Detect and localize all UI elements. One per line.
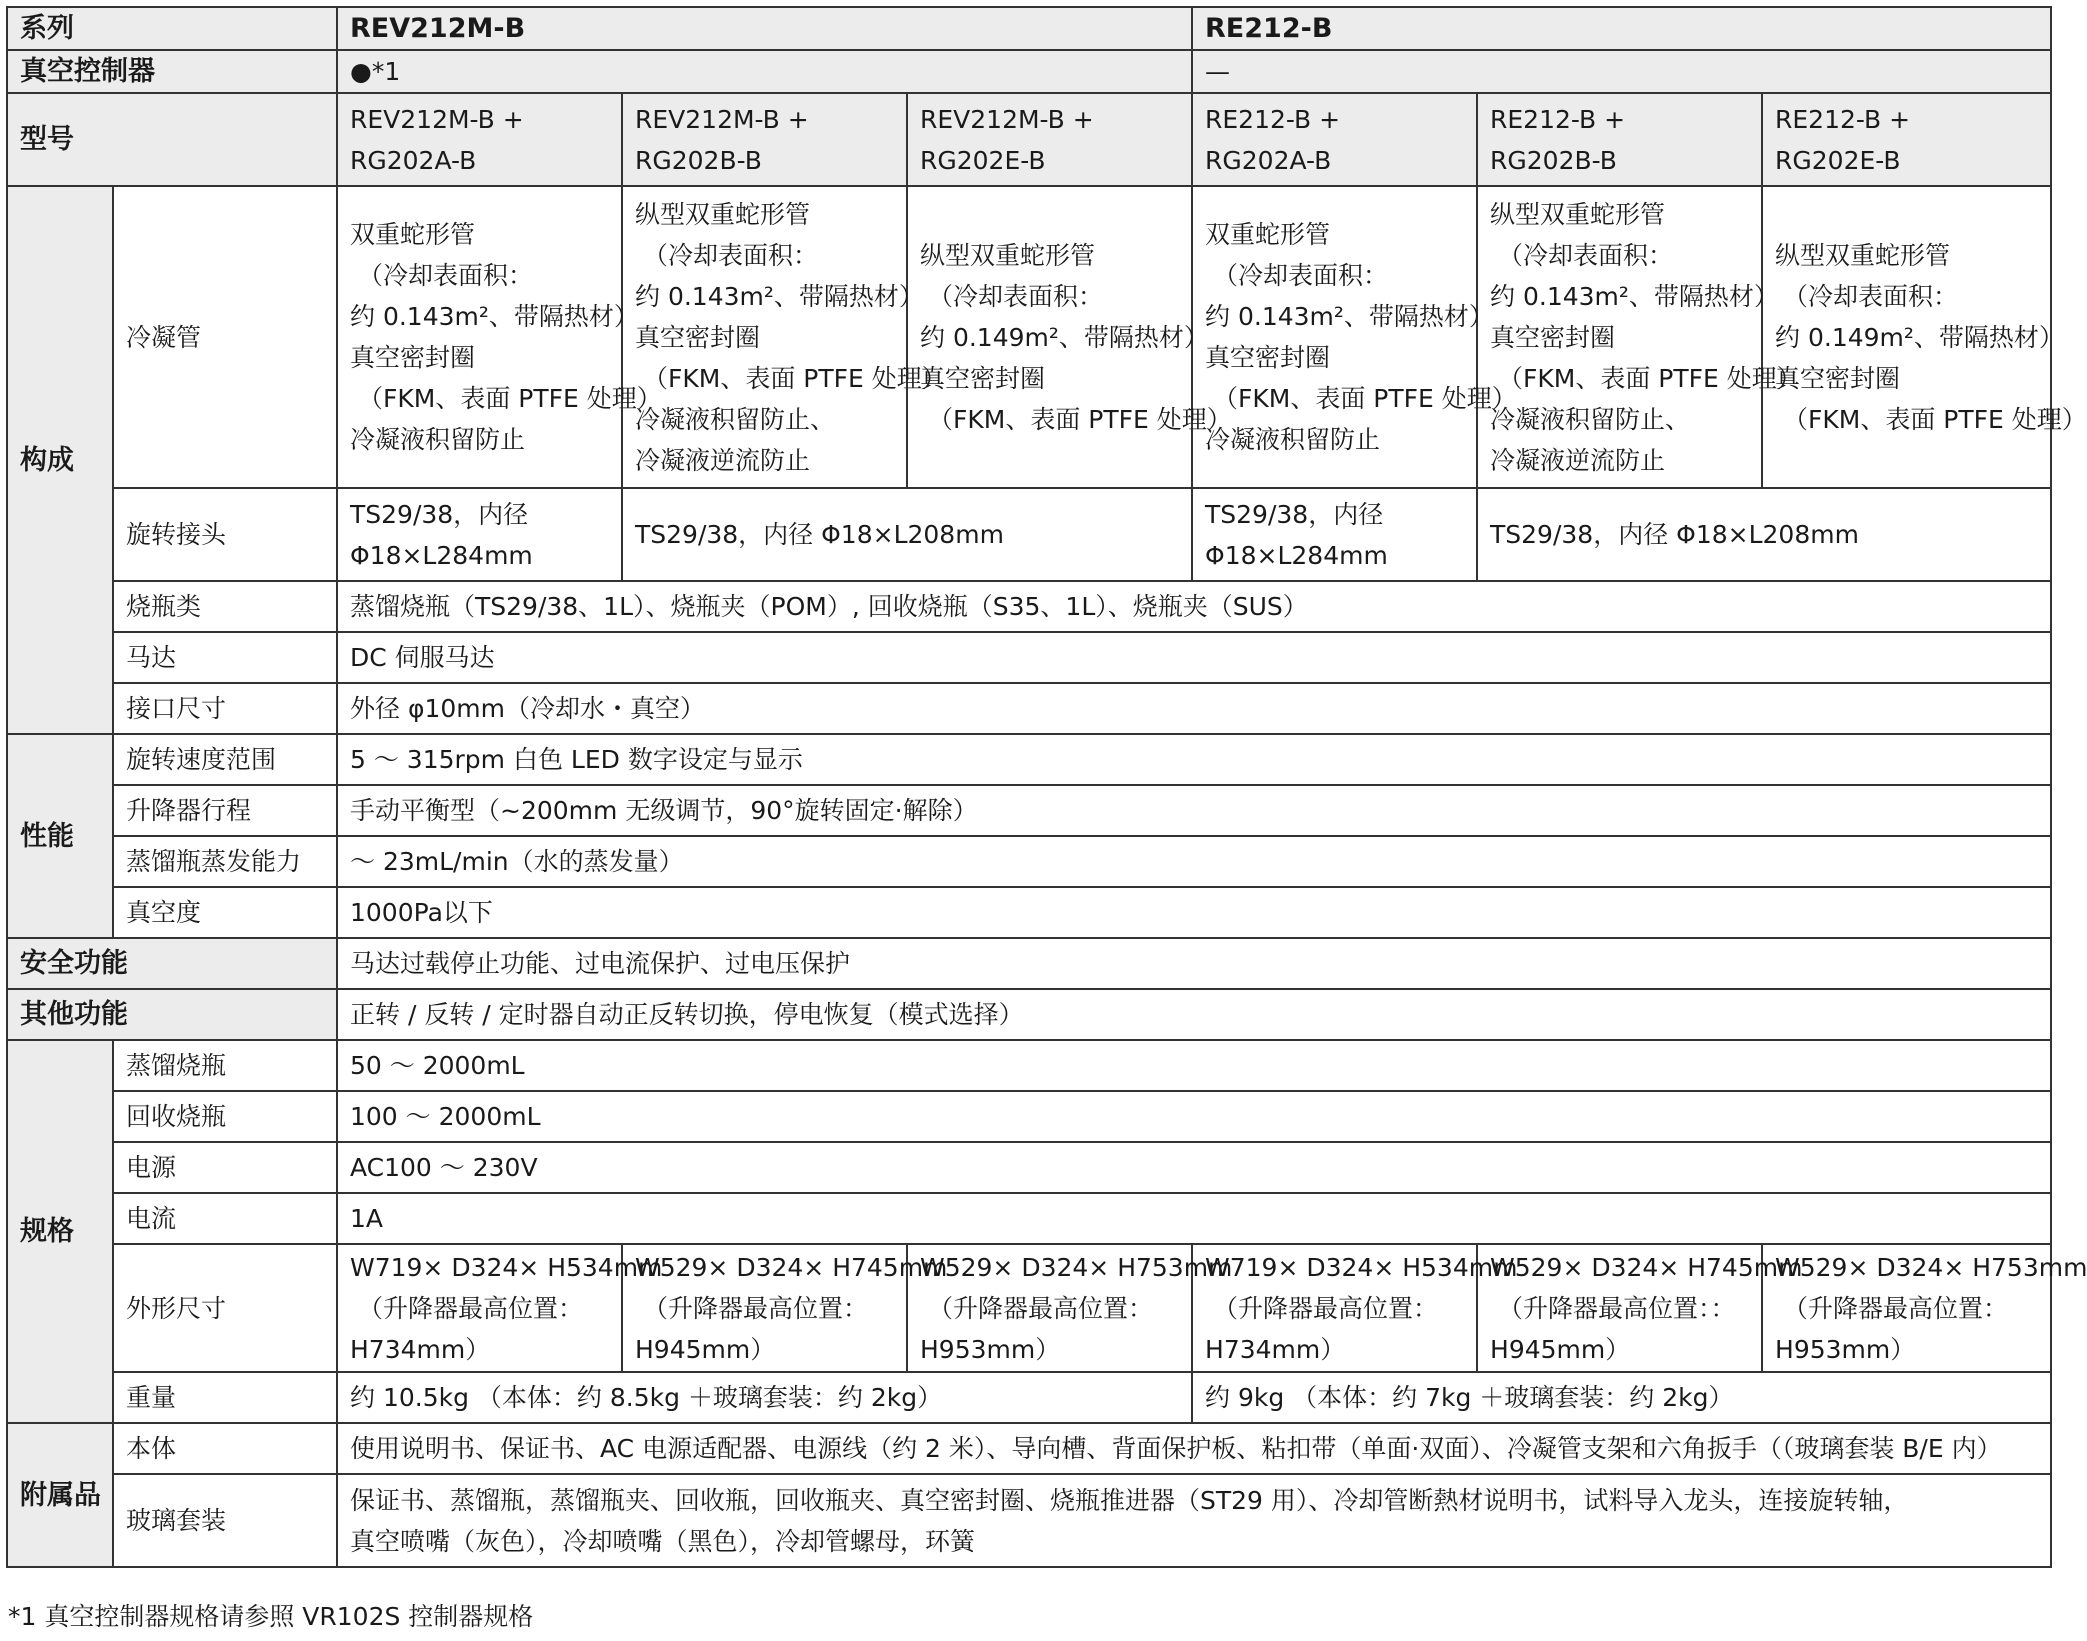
condenser-label: 冷凝管 [113,186,337,488]
condenser-cell: 纵型双重蛇形管 （冷却表面积： 约 0.143m²、带隔热材） 真空密封圈 （FKM、表面 PTFE 处理） 冷凝液积留防止、 冷凝液逆流防止 [622,186,907,488]
group-performance: 性能 [7,734,113,938]
dims-cell: W529× D324× H753mm （升降器最高位置： H953mm） [907,1244,1192,1372]
weight-label: 重量 [113,1372,337,1423]
condenser-cell: 纵型双重蛇形管 （冷却表面积： 约 0.143m²、带隔热材） 真空密封圈 （FKM、表面 PTFE 处理） 冷凝液积留防止、 冷凝液逆流防止 [1477,186,1762,488]
flask-label: 烧瓶类 [113,581,337,632]
condenser-cell: 纵型双重蛇形管 （冷却表面积： 约 0.149m²、带隔热材） 真空密封圈 （FKM、表面 PTFE 处理） [1762,186,2051,488]
series-b: RE212-B [1192,7,2051,50]
glass-label: 玻璃套装 [113,1474,337,1567]
model-cell: REV212M-B + RG202A-B [337,93,622,186]
flask-value: 蒸馏烧瓶（TS29/38、1L）、烧瓶夹（POM）, 回收烧瓶（S35、1L）、烧瓶夹（SUS） [337,581,2051,632]
model-cell: RE212-B + RG202A-B [1192,93,1477,186]
current-label: 电流 [113,1193,337,1244]
safety-label: 安全功能 [7,938,337,989]
row-joint [7,488,2051,581]
model-cell: REV212M-B + RG202E-B [907,93,1192,186]
group-structure: 构成 [7,186,113,734]
row-body-accessories [7,1423,2051,1474]
row-dimensions [7,1244,2051,1372]
joint-cell: TS29/38，内径 Φ18×L208mm [1477,488,2051,581]
row-power [7,1142,2051,1193]
dist-label: 蒸馏烧瓶 [113,1040,337,1091]
power-label: 电源 [113,1142,337,1193]
safety-value: 马达过载停止功能、过电流保护、过电压保护 [337,938,2051,989]
lift-value: 手动平衡型（~200mm 无级调节，90°旋转固定·解除） [337,785,2051,836]
dims-label: 外形尺寸 [113,1244,337,1372]
other-value: 正转 / 反转 / 定时器自动正反转切换，停电恢复（模式选择） [337,989,2051,1040]
row-other [7,989,2051,1040]
spec-table [6,6,2087,1568]
row-speed [7,734,2051,785]
condenser-cell: 纵型双重蛇形管 （冷却表面积： 约 0.149m²、带隔热材） 真空密封圈 （FKM、表面 PTFE 处理） [907,186,1192,488]
weight-a: 约 10.5kg （本体：约 8.5kg ＋玻璃套装：约 2kg） [337,1372,1192,1423]
motor-label: 马达 [113,632,337,683]
joint-label: 旋转接头 [113,488,337,581]
row-weight [7,1372,2051,1423]
row-safety [7,938,2051,989]
joint-cell: TS29/38，内径 Φ18×L284mm [1192,488,1477,581]
group-spec: 规格 [7,1040,113,1423]
dims-cell: W529× D324× H753mm （升降器最高位置： H953mm） [1762,1244,2051,1372]
vac-a: ●*1 [337,50,1192,93]
vac-b: — [1192,50,2051,93]
row-vacuum-controller [7,50,2051,93]
model-cell: REV212M-B + RG202B-B [622,93,907,186]
model-label: 型号 [7,93,337,186]
row-flask [7,581,2051,632]
body-label: 本体 [113,1423,337,1474]
port-value: 外径 φ10mm（冷却水・真空） [337,683,2051,734]
lift-label: 升降器行程 [113,785,337,836]
row-series [7,7,2051,50]
row-vacuum [7,887,2051,938]
row-condenser [7,186,2051,488]
row-evaporation [7,836,2051,887]
weight-b: 约 9kg （本体：约 7kg ＋玻璃套装：约 2kg） [1192,1372,2051,1423]
row-port [7,683,2051,734]
dims-cell: W529× D324× H745mm （升降器最高位置： H945mm） [622,1244,907,1372]
condenser-cell: 双重蛇形管 （冷却表面积： 约 0.143m²、带隔热材） 真空密封圈 （FKM、表面 PTFE 处理） 冷凝液积留防止 [1192,186,1477,488]
dist-value: 50 ～ 2000mL [337,1040,2051,1091]
joint-cell: TS29/38，内径 Φ18×L284mm [337,488,622,581]
condenser-cell: 双重蛇形管 （冷却表面积： 约 0.143m²、带隔热材） 真空密封圈 （FKM、表面 PTFE 处理） 冷凝液积留防止 [337,186,622,488]
model-cell: RE212-B + RG202E-B [1762,93,2051,186]
group-accessories: 附属品 [7,1423,113,1567]
dims-cell: W719× D324× H534mm （升降器最高位置： H734mm） [1192,1244,1477,1372]
row-glass-set [7,1474,2051,1567]
recv-label: 回收烧瓶 [113,1091,337,1142]
series-label: 系列 [7,7,337,50]
row-motor [7,632,2051,683]
row-lift [7,785,2051,836]
joint-cell: TS29/38，内径 Φ18×L208mm [622,488,1192,581]
glass-value: 保证书、蒸馏瓶，蒸馏瓶夹、回收瓶，回收瓶夹、真空密封圈、烧瓶推进器（ST29 用）、冷却管断熱材说明书，试料导入龙头，连接旋转轴， 真空喷嘴（灰色），冷却喷嘴（黑色），冷却管螺母，环簧 [337,1474,2051,1567]
vacuum-label: 真空度 [113,887,337,938]
series-a: REV212M-B [337,7,1192,50]
evap-label: 蒸馏瓶蒸发能力 [113,836,337,887]
row-receive-flask [7,1091,2051,1142]
footnote: *1 真空控制器规格请参照 VR102S 控制器规格 [8,1602,534,1631]
recv-value: 100 ～ 2000mL [337,1091,2051,1142]
dims-cell: W719× D324× H534mm （升降器最高位置： H734mm） [337,1244,622,1372]
other-label: 其他功能 [7,989,337,1040]
power-value: AC100 ～ 230V [337,1142,2051,1193]
model-cell: RE212-B + RG202B-B [1477,93,1762,186]
evap-value: ～ 23mL/min（水的蒸发量） [337,836,2051,887]
port-label: 接口尺寸 [113,683,337,734]
row-model [7,93,2051,186]
body-value: 使用说明书、保证书、AC 电源适配器、电源线（约 2 米）、导向槽、背面保护板、粘扣带（单面·双面）、冷凝管支架和六角扳手（（玻璃套装 B/E 内） [337,1423,2051,1474]
row-distill-flask [7,1040,2051,1091]
row-current [7,1193,2051,1244]
motor-value: DC 伺服马达 [337,632,2051,683]
dims-cell: W529× D324× H745mm （升降器最高位置：： H945mm） [1477,1244,1762,1372]
vac-label: 真空控制器 [7,50,337,93]
current-value: 1A [337,1193,2051,1244]
speed-value: 5 ～ 315rpm 白色 LED 数字设定与显示 [337,734,2051,785]
vacuum-value: 1000Pa以下 [337,887,2051,938]
speed-label: 旋转速度范围 [113,734,337,785]
